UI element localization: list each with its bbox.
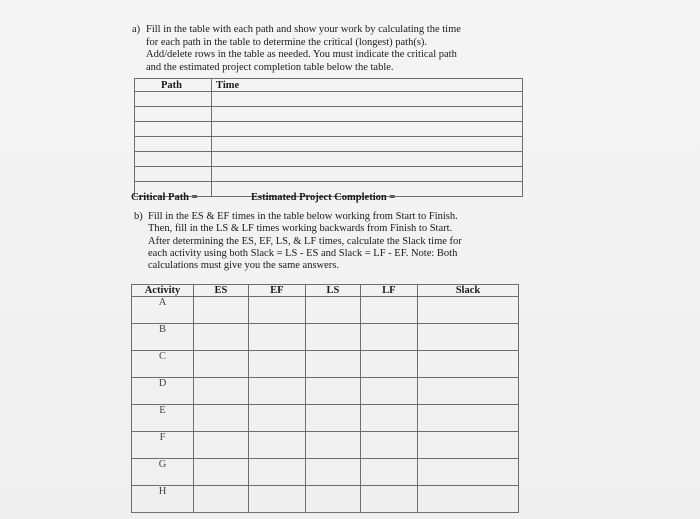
lf-cell[interactable]: [360, 351, 417, 378]
ls-cell[interactable]: [305, 297, 360, 324]
path-cell[interactable]: [135, 167, 212, 182]
table-row: [135, 152, 523, 167]
time-cell[interactable]: [212, 137, 523, 152]
question-b-line: Then, fill in the LS & LF times working backwards from Finish to Start.: [148, 223, 453, 235]
es-cell[interactable]: [194, 351, 249, 378]
lf-cell[interactable]: [360, 324, 417, 351]
table-row: [135, 167, 523, 182]
path-header: Path: [135, 79, 212, 92]
question-b-line: After determining the ES, EF, LS, & LF times, calculate the Slack time for: [148, 235, 462, 247]
question-a: [132, 24, 526, 74]
lf-cell[interactable]: [360, 486, 417, 513]
time-cell[interactable]: [212, 92, 523, 107]
es-cell[interactable]: [194, 459, 249, 486]
question-b-line: calculations must give you the same answers.: [148, 260, 339, 272]
slack-header: Slack: [417, 285, 518, 297]
activity-header: Activity: [132, 285, 194, 297]
table-row: [132, 432, 519, 459]
ls-header: LS: [305, 285, 360, 297]
activity-label: C: [132, 351, 194, 378]
path-cell[interactable]: [135, 92, 212, 107]
es-cell[interactable]: [194, 378, 249, 405]
question-a-line: for each path in the table to determine the critical (longest) path(s).: [146, 36, 428, 48]
activity-label: F: [132, 432, 194, 459]
es-cell[interactable]: [194, 297, 249, 324]
table-row: [132, 351, 519, 378]
ef-cell[interactable]: [248, 486, 305, 513]
time-cell[interactable]: [212, 167, 523, 182]
path-time-table: [134, 78, 523, 197]
table-row: [135, 122, 523, 137]
es-header: ES: [194, 285, 249, 297]
ls-cell[interactable]: [305, 351, 360, 378]
ls-cell[interactable]: [305, 459, 360, 486]
activity-label: E: [132, 405, 194, 432]
activity-table: [131, 284, 519, 513]
lf-cell[interactable]: [360, 459, 417, 486]
slack-cell[interactable]: [417, 324, 518, 351]
time-cell[interactable]: [212, 152, 523, 167]
slack-cell[interactable]: [417, 297, 518, 324]
lf-cell[interactable]: [360, 432, 417, 459]
question-b-line: each activity using both Slack = LS - ES and Slack = LF - EF. Note: Both: [148, 247, 458, 259]
ef-cell[interactable]: [248, 405, 305, 432]
ef-cell[interactable]: [248, 324, 305, 351]
slack-cell[interactable]: [417, 351, 518, 378]
activity-label: D: [132, 378, 194, 405]
activity-label: A: [132, 297, 194, 324]
ls-cell[interactable]: [305, 324, 360, 351]
critical-path-label: Critical Path =: [131, 192, 198, 203]
es-cell[interactable]: [194, 405, 249, 432]
es-cell[interactable]: [194, 324, 249, 351]
table-row: [135, 137, 523, 152]
activity-label: G: [132, 459, 194, 486]
question-b-number: b): [134, 211, 143, 222]
table-row: [132, 324, 519, 351]
path-cell[interactable]: [135, 137, 212, 152]
activity-label: B: [132, 324, 194, 351]
lf-cell[interactable]: [360, 297, 417, 324]
ef-cell[interactable]: [248, 432, 305, 459]
question-b-line: Fill in the ES & EF times in the table below working from Start to Finish.: [148, 211, 458, 222]
ls-cell[interactable]: [305, 378, 360, 405]
slack-cell[interactable]: [417, 486, 518, 513]
slack-cell[interactable]: [417, 378, 518, 405]
question-a-number: a): [132, 24, 141, 35]
ef-cell[interactable]: [248, 378, 305, 405]
ls-cell[interactable]: [305, 405, 360, 432]
lf-header: LF: [360, 285, 417, 297]
es-cell[interactable]: [194, 486, 249, 513]
slack-cell[interactable]: [417, 459, 518, 486]
ls-cell[interactable]: [305, 432, 360, 459]
question-a-line: Fill in the table with each path and show your work by calculating the time: [146, 24, 461, 35]
time-header: Time: [212, 79, 523, 92]
completion-label: Estimated Project Completion =: [251, 192, 396, 203]
path-cell[interactable]: [135, 122, 212, 137]
path-cell[interactable]: [135, 107, 212, 122]
table-row: [132, 405, 519, 432]
ef-cell[interactable]: [248, 297, 305, 324]
critical-path-line: [131, 192, 531, 203]
slack-cell[interactable]: [417, 432, 518, 459]
ef-header: EF: [248, 285, 305, 297]
question-a-line: Add/delete rows in the table as needed. You must indicate the critical path: [146, 49, 457, 60]
table-row: [132, 378, 519, 405]
slack-cell[interactable]: [417, 405, 518, 432]
table-row: [132, 297, 519, 324]
time-cell[interactable]: [212, 122, 523, 137]
table-row: [132, 459, 519, 486]
activity-label: H: [132, 486, 194, 513]
question-a-line: and the estimated project completion table below the table.: [146, 61, 394, 73]
ef-cell[interactable]: [248, 459, 305, 486]
time-cell[interactable]: [212, 107, 523, 122]
ef-cell[interactable]: [248, 351, 305, 378]
lf-cell[interactable]: [360, 405, 417, 432]
es-cell[interactable]: [194, 432, 249, 459]
ls-cell[interactable]: [305, 486, 360, 513]
table-row: [135, 92, 523, 107]
table-row: [132, 486, 519, 513]
table-row: [135, 107, 523, 122]
path-cell[interactable]: [135, 152, 212, 167]
question-b: [134, 211, 520, 272]
lf-cell[interactable]: [360, 378, 417, 405]
